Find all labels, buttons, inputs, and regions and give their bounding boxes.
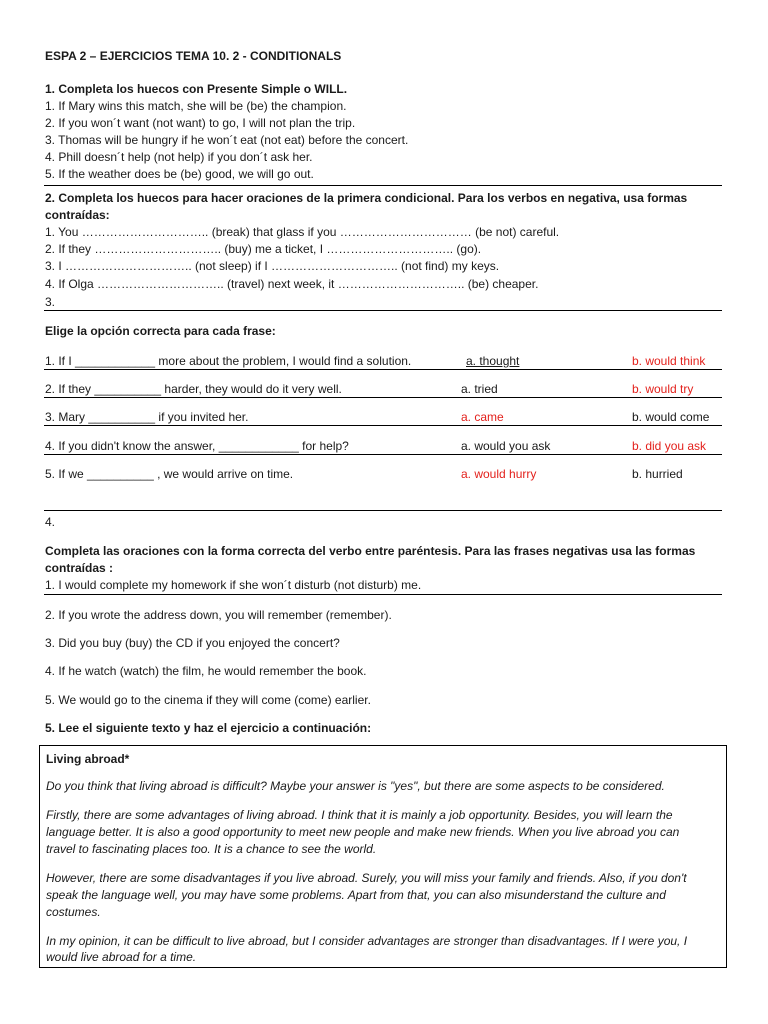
section-divider <box>44 594 722 595</box>
ex3-option-b[interactable]: b. would come <box>632 410 710 424</box>
ex3-sentence: 3. Mary __________ if you invited her. <box>45 410 249 424</box>
ex2-item: 1. You ………………………….. (break) that glass if you …………………………… (be not) careful. <box>45 225 560 239</box>
ex5-heading: 5. Lee el siguiente texto y haz el ejercicio a continuación: <box>45 721 372 735</box>
section-divider <box>44 310 722 311</box>
ex2-heading: 2. Completa los huecos para hacer oraciones de la primera condicional. Para los verbos en negativa, usa formas <box>45 191 688 205</box>
ex1-item: 1. If Mary wins this match, she will be (be) the champion. <box>45 99 347 113</box>
reading-paragraph: Firstly, there are some advantages of living abroad. I think that it is mainly a job opportunity. Besides, you will learn the <box>46 808 673 822</box>
row-divider <box>44 369 722 370</box>
ex3-sentence: 4. If you didn't know the answer, ____________ for help? <box>45 439 349 453</box>
ex4-item: 4. If he watch (watch) the film, he would remember the book. <box>45 664 367 678</box>
ex1-item: 3. Thomas will be hungry if he won´t eat (not eat) before the concert. <box>45 133 409 147</box>
row-divider <box>44 425 722 426</box>
ex3-option-b-selected[interactable]: b. would think <box>632 354 706 368</box>
ex3-option-a[interactable]: a. would you ask <box>461 439 551 453</box>
reading-paragraph-cont: costumes. <box>46 905 101 919</box>
ex3-sentence: 5. If we __________ , we would arrive on time. <box>45 467 294 481</box>
reading-paragraph: However, there are some disadvantages if you live abroad. Surely, you will miss your family and friends. Also, if you don't <box>46 871 687 885</box>
row-divider <box>44 397 722 398</box>
ex2-heading-cont: contraídas: <box>45 208 110 222</box>
ex3-option-b-selected[interactable]: b. did you ask <box>632 439 707 453</box>
reading-paragraph-cont: travel to fascinating places too. It is a chance to see the world. <box>46 842 377 856</box>
ex2-item: 4. If Olga ………………………….. (travel) next week, it ………………………….. (be) cheaper. <box>45 277 539 291</box>
reading-paragraph-cont: speak the language well, you may have some problems. Apart from that, you can also misunderstand the culture and <box>46 888 666 902</box>
section-divider <box>44 185 722 186</box>
reading-text-box <box>39 745 727 968</box>
ex4-item: 3. Did you buy (buy) the CD if you enjoyed the concert? <box>45 636 340 650</box>
ex3-option-b-selected[interactable]: b. would try <box>632 382 694 396</box>
ex4-item: 5. We would go to the cinema if they will come (come) earlier. <box>45 693 371 707</box>
ex3-sentence: 1. If I ____________ more about the problem, I would find a solution. <box>45 354 412 368</box>
ex3-sentence: 2. If they __________ harder, they would do it very well. <box>45 382 342 396</box>
ex2-item: 3. I ………………………….. (not sleep) if I ………………………….. (not find) my keys. <box>45 259 500 273</box>
ex1-item: 2. If you won´t want (not want) to go, I will not plan the trip. <box>45 116 356 130</box>
ex3-option-a-selected[interactable]: a. came <box>461 410 504 424</box>
ex4-number: 4. <box>45 515 56 529</box>
ex1-heading: 1. Completa los huecos con Presente Simple o WILL. <box>45 82 348 96</box>
reading-paragraph-cont: language better. It is also a good opportunity to meet new people and make new friends. When you live abroad you can <box>46 825 680 839</box>
reading-title: Living abroad* <box>46 752 130 766</box>
ex1-item: 4. Phill doesn´t help (not help) if you don´t ask her. <box>45 150 313 164</box>
reading-paragraph-cont: would live abroad for a time. <box>46 950 197 964</box>
ex3-option-a-selected[interactable]: a. would hurry <box>461 467 537 481</box>
ex4-item: 2. If you wrote the address down, you will remember (remember). <box>45 608 392 622</box>
row-divider <box>44 454 722 455</box>
page-title: ESPA 2 – EJERCICIOS TEMA 10. 2 - CONDITIONALS <box>45 49 342 63</box>
ex3-option-a[interactable]: a. thought <box>466 354 520 368</box>
ex3-option-b[interactable]: b. hurried <box>632 467 683 481</box>
ex4-heading-cont: contraídas : <box>45 561 114 575</box>
ex4-item: 1. I would complete my homework if she won´t disturb (not disturb) me. <box>45 578 422 592</box>
reading-paragraph: Do you think that living abroad is difficult? Maybe your answer is "yes", but there are some aspects to be considered. <box>46 779 665 793</box>
reading-paragraph: In my opinion, it can be difficult to live abroad, but I consider advantages are stronger than disadvantages. If I were you, I <box>46 934 688 948</box>
ex4-heading: Completa las oraciones con la forma correcta del verbo entre paréntesis. Para las frases negativas usa las formas <box>45 544 696 558</box>
ex1-item: 5. If the weather does be (be) good, we will go out. <box>45 167 314 181</box>
ex3-number: 3. <box>45 295 56 309</box>
ex3-option-a[interactable]: a. tried <box>461 382 498 396</box>
section-divider <box>44 510 722 511</box>
ex3-heading: Elige la opción correcta para cada frase: <box>45 324 276 338</box>
ex2-item: 2. If they ………………………….. (buy) me a ticket, I ………………………….. (go). <box>45 242 482 256</box>
